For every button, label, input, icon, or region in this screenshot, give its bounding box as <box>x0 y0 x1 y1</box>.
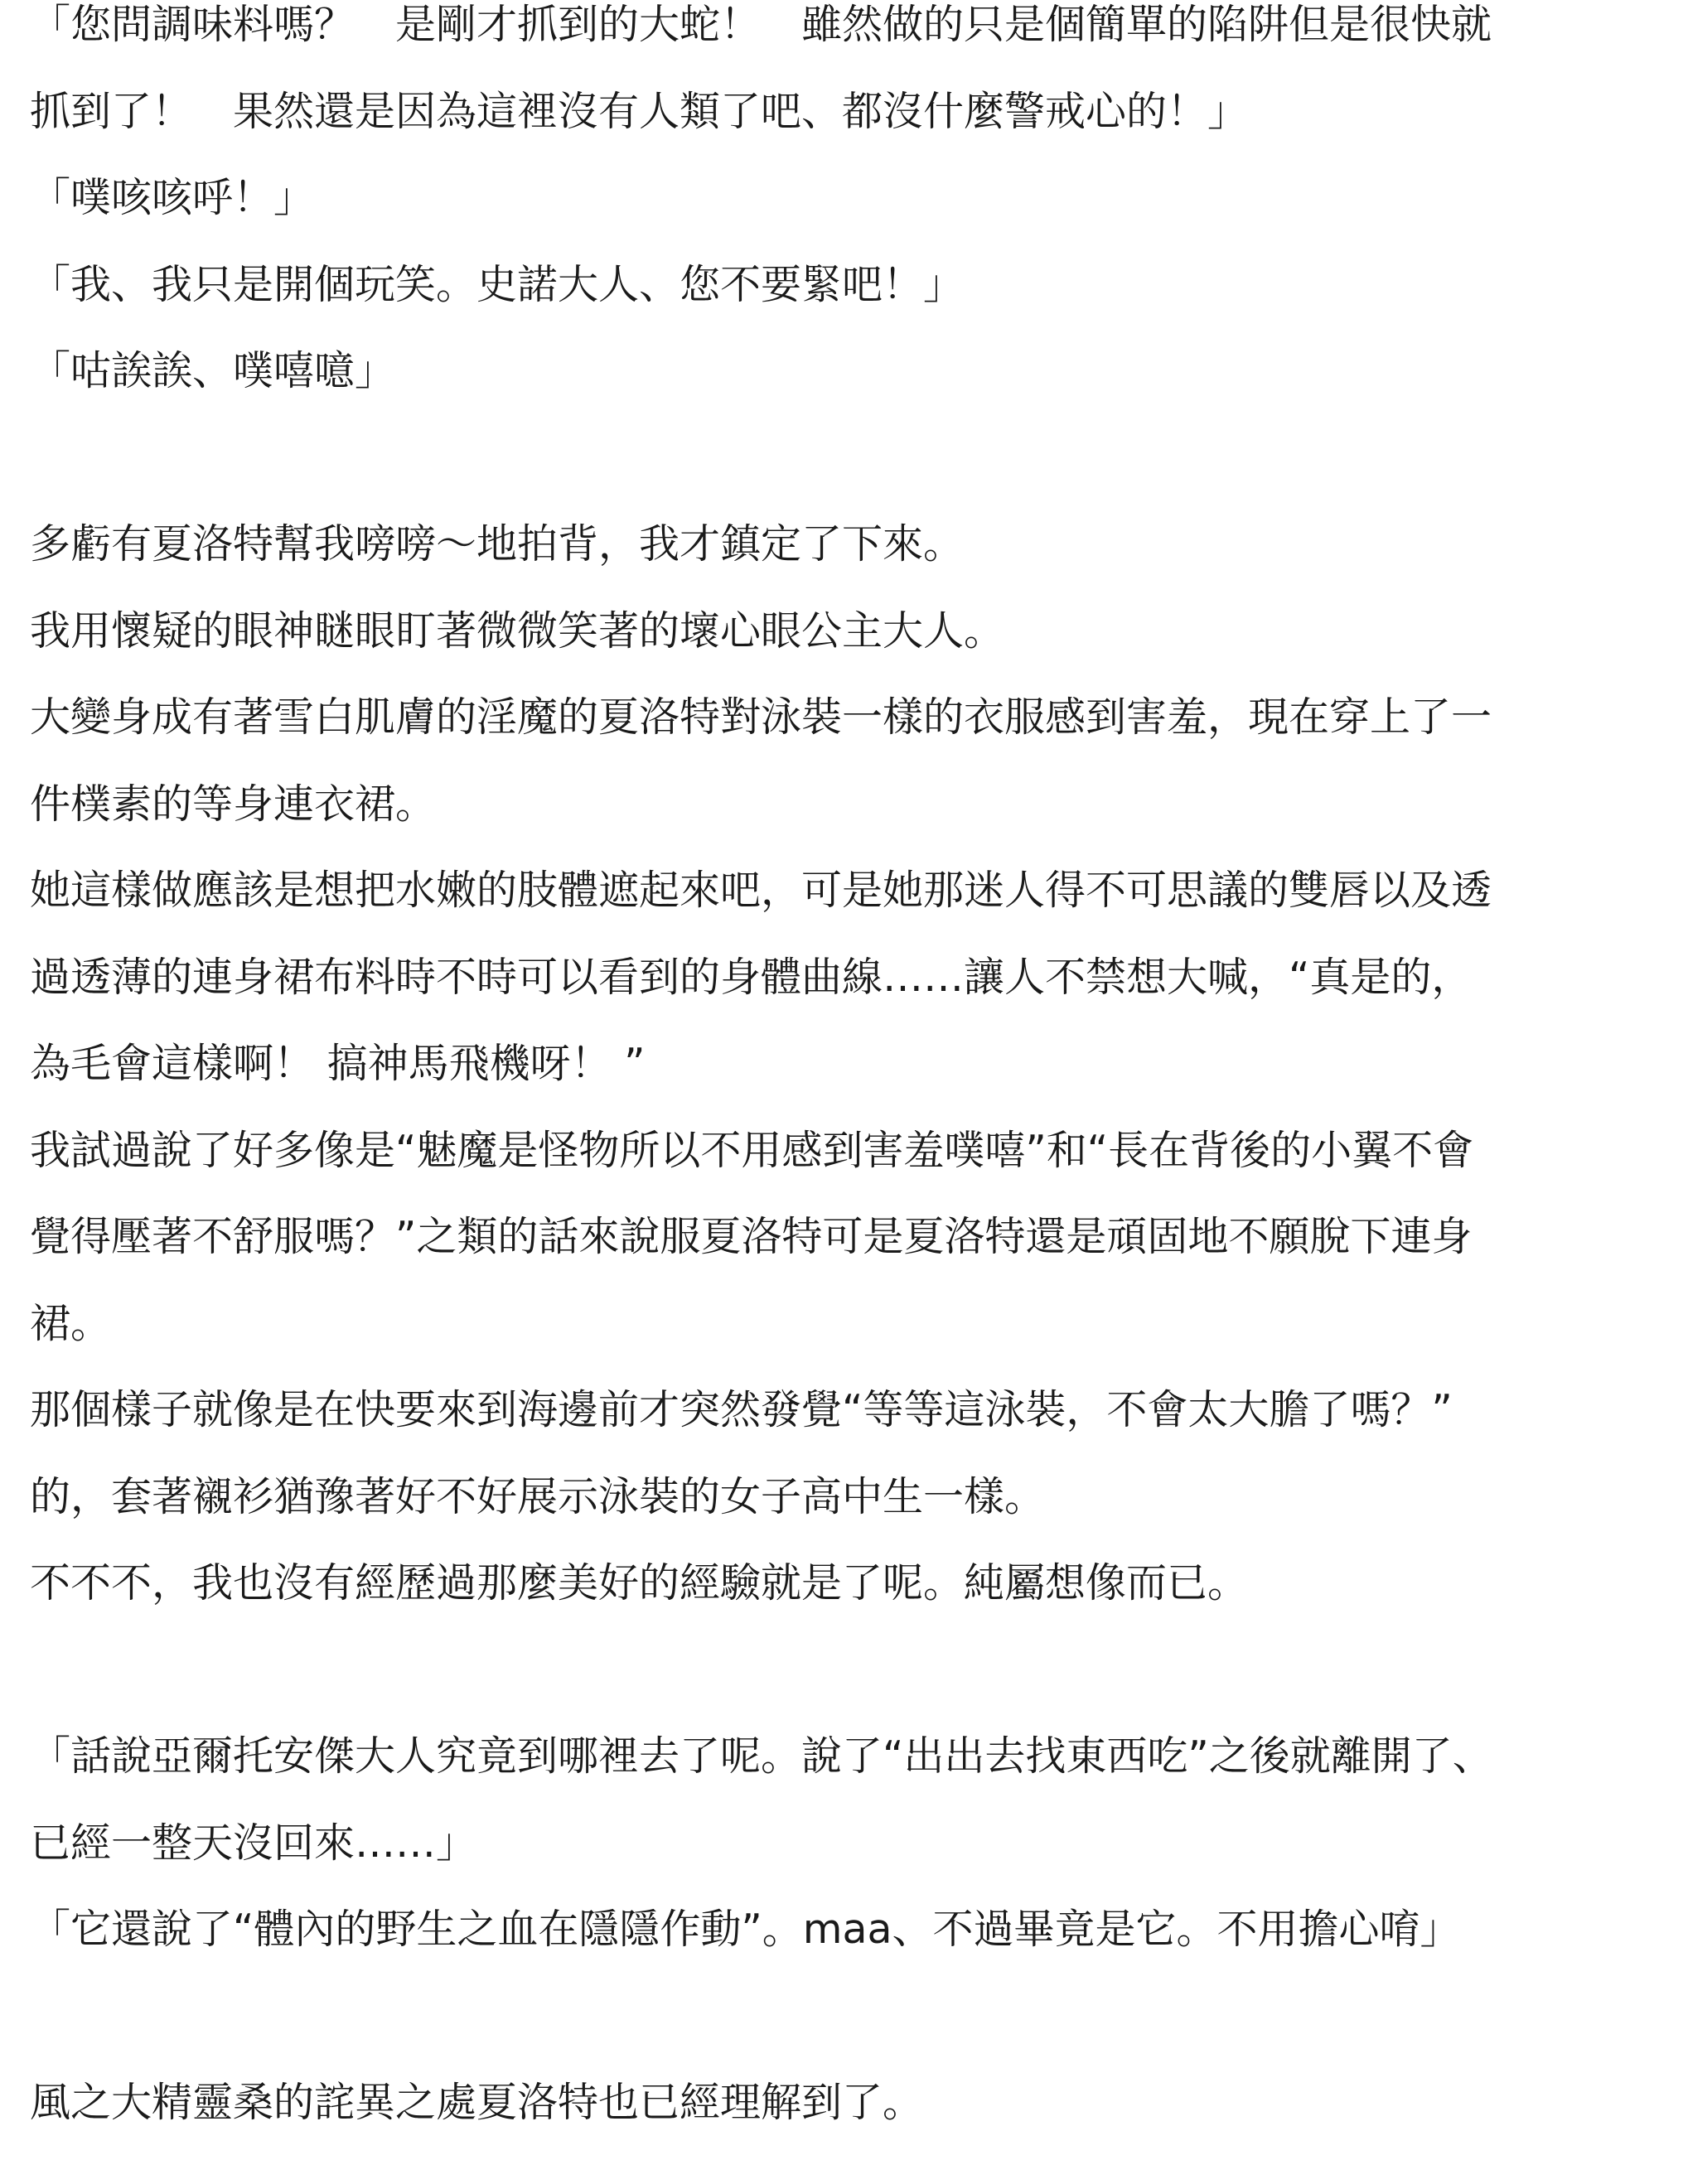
text-line-8: 大變身成有著雪白肌膚的淫魔的夏洛特對泳裝一樣的衣服感到害羞，現在穿上了一 <box>30 693 1492 741</box>
text-line-18: 不不不，我也沒有經歷過那麼美好的經驗就是了呢。純屬想像而已。 <box>30 1559 1249 1607</box>
text-line-5: 「咕誒誒、噗嘻噫」 <box>30 347 396 394</box>
text-line-9: 件樸素的等身連衣裙。 <box>30 780 437 828</box>
text-line-16: 那個樣子就像是在快要來到海邊前才突然發覺“等等這泳裝，不會太大膽了嗎？” <box>30 1386 1453 1433</box>
text-line-10: 她這樣做應該是想把水嫩的肢體遮起來吧，可是她那迷人得不可思議的雙唇以及透 <box>30 867 1492 914</box>
text-line-2: 抓到了！ 果然還是因為這裡沒有人類了吧、都沒什麼警戒心的！」 <box>30 88 1249 135</box>
text-line-21: 「它還說了“體內的野生之血在隱隱作動”。maa、不過畢竟是它。不用擔心唷」 <box>30 1906 1461 1953</box>
text-line-3: 「噗咳咳呼！」 <box>30 174 315 221</box>
text-line-14: 覺得壓著不舒服嗎？”之類的話來說服夏洛特可是夏洛特還是頑固地不願脫下連身 <box>30 1213 1473 1260</box>
text-line-19: 「話說亞爾托安傑大人究竟到哪裡去了呢。說了“出出去找東西吃”之後就離開了、 <box>30 1732 1493 1780</box>
text-line-1: 「您問調味料嗎？ 是剛才抓到的大蛇！ 雖然做的只是個簡單的陷阱但是很快就 <box>30 1 1492 48</box>
text-line-15: 裙。 <box>30 1300 112 1347</box>
text-line-17: 的，套著襯衫猶豫著好不好展示泳裝的女子高中生一樣。 <box>30 1473 1046 1520</box>
text-line-22: 風之大精靈桑的詫異之處夏洛特也已經理解到了。 <box>30 2079 924 2126</box>
text-line-12: 為毛會這樣啊！ 搞神馬飛機呀！ ” <box>30 1040 646 1087</box>
text-line-20: 已經一整天沒回來……」 <box>30 1819 477 1867</box>
text-line-4: 「我、我只是開個玩笑。史諾大人、您不要緊吧！」 <box>30 261 965 308</box>
text-line-13: 我試過說了好多像是“魅魔是怪物所以不用感到害羞噗嘻”和“長在背後的小翼不會 <box>30 1127 1474 1174</box>
text-line-7: 我用懷疑的眼神瞇眼盯著微微笑著的壞心眼公主大人。 <box>30 607 1005 655</box>
text-line-6: 多虧有夏洛特幫我嗙嗙～地拍背，我才鎮定了下來。 <box>30 520 965 568</box>
text-line-11: 過透薄的連身裙布料時不時可以看到的身體曲線……讓人不禁想大喊，“真是的， <box>30 954 1473 1001</box>
